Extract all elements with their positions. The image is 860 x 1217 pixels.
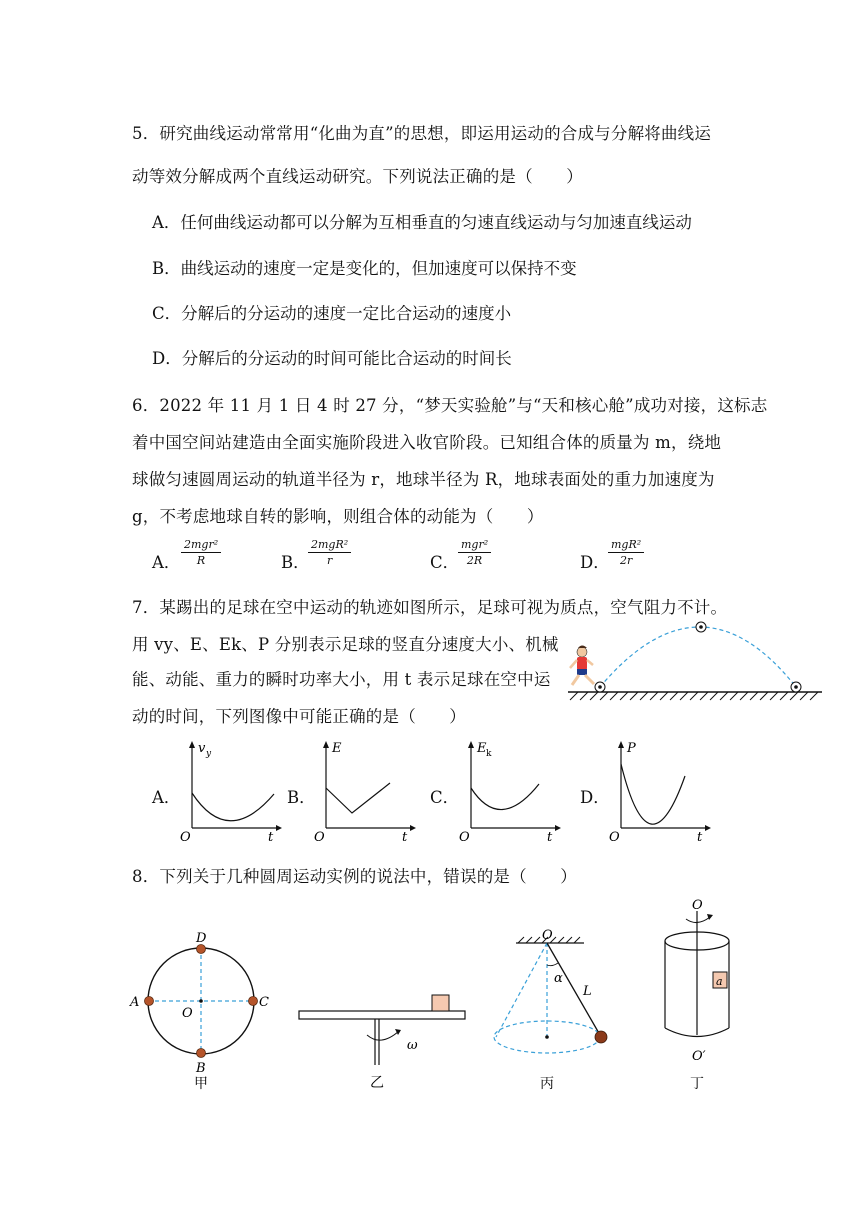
y-axis-label: E bbox=[332, 741, 342, 756]
q6-option-c-fraction bbox=[458, 538, 491, 567]
q6-stem-line2: 着中国空间站建造由全面实施阶段进入收官阶段。已知组合体的质量为 m，绕地 bbox=[132, 433, 722, 452]
x-axis-label: t bbox=[697, 830, 703, 843]
q6-option-a-denominator: R bbox=[196, 554, 206, 567]
x-axis-label: t bbox=[402, 830, 408, 843]
caption: 丙 bbox=[540, 1076, 554, 1092]
q6-option-d-numerator: mgR² bbox=[608, 538, 644, 553]
curve bbox=[471, 784, 539, 810]
q7-graph-a bbox=[176, 738, 286, 843]
label-a: A bbox=[130, 995, 140, 1010]
ground-hatching bbox=[570, 692, 818, 700]
q6-option-b-denominator: r bbox=[326, 554, 333, 567]
football-icon bbox=[595, 622, 801, 692]
length-label: L bbox=[583, 984, 592, 999]
origin-label: O bbox=[609, 830, 620, 843]
q6-option-d-fraction bbox=[608, 538, 644, 567]
label-o: O bbox=[182, 1006, 193, 1021]
curve bbox=[326, 783, 390, 813]
y-axis-label: E bbox=[477, 741, 487, 756]
q6-option-d-denominator: 2r bbox=[619, 554, 633, 567]
omega-label: ω bbox=[407, 1038, 418, 1053]
fig-bing-conical-pendulum bbox=[488, 925, 638, 1095]
q7-graph-d-label: D． bbox=[580, 788, 610, 807]
q7-graph-b bbox=[310, 738, 420, 843]
q6-option-c-denominator: 2R bbox=[466, 554, 483, 567]
x-axis-label: t bbox=[268, 830, 274, 843]
block bbox=[432, 995, 449, 1011]
q6-option-a-numerator: 2mgr² bbox=[181, 538, 221, 553]
label-c: C bbox=[259, 995, 269, 1010]
label-o: O bbox=[542, 928, 553, 943]
q8-stem-line1: 8．下列关于几种圆周运动实例的说法中，错误的是（ ） bbox=[132, 867, 577, 886]
q7-stem-line1: 7．某踢出的足球在空中运动的轨迹如图所示，足球可视为质点，空气阻力不计。 bbox=[132, 598, 728, 617]
q5-option-c: C．分解后的分运动的速度一定比合运动的速度小 bbox=[152, 304, 512, 323]
q6-stem-line1: 6．2022 年 11 月 1 日 4 时 27 分，“梦天实验舱”与“天和核心舱”成功对接，这标志 bbox=[132, 396, 768, 415]
q6-option-d-label: D． bbox=[580, 553, 610, 572]
pendulum-ball bbox=[595, 1031, 607, 1043]
q6-option-b-numerator: 2mgR² bbox=[308, 538, 351, 553]
origin-label: O bbox=[180, 830, 191, 843]
q5-option-d: D．分解后的分运动的时间可能比合运动的时间长 bbox=[152, 349, 512, 368]
q5-option-a: A．任何曲线运动都可以分解为互相垂直的匀速直线运动与匀加速直线运动 bbox=[152, 213, 692, 232]
q6-option-b-label: B． bbox=[281, 553, 310, 572]
q5-stem-line2: 动等效分解成两个直线运动研究。下列说法正确的是（ ） bbox=[132, 167, 583, 186]
fig-jia-vertical-circle bbox=[128, 925, 278, 1095]
origin-label: O bbox=[314, 830, 325, 843]
curve bbox=[192, 793, 274, 821]
q5-option-b: B．曲线运动的速度一定是变化的，但加速度可以保持不变 bbox=[152, 259, 577, 278]
q7-graph-c bbox=[455, 738, 565, 843]
origin-label: O bbox=[459, 830, 470, 843]
ball-a bbox=[145, 997, 154, 1006]
q6-stem-line3: 球做匀速圆周运动的轨道半径为 r，地球半径为 R，地球表面处的重力加速度为 bbox=[132, 470, 715, 489]
caption: 乙 bbox=[370, 1075, 384, 1091]
ball-c bbox=[249, 997, 258, 1006]
curve bbox=[621, 764, 685, 824]
q7-graph-c-label: C． bbox=[430, 788, 460, 807]
label-o-top: O bbox=[692, 898, 703, 913]
x-axis-label: t bbox=[547, 830, 553, 843]
y-axis-subscript: k bbox=[486, 749, 492, 759]
q6-stem-line4: g，不考虑地球自转的影响，则组合体的动能为（ ） bbox=[132, 507, 544, 526]
q6-option-c-label: C． bbox=[430, 553, 460, 572]
y-axis-label: v bbox=[198, 741, 206, 756]
block-a-label: a bbox=[716, 975, 723, 988]
caption: 丁 bbox=[690, 1076, 704, 1092]
q7-stem-line4: 动的时间，下列图像中可能正确的是（ ） bbox=[132, 707, 466, 726]
alpha-label: α bbox=[554, 971, 563, 986]
q6-option-a-label: A． bbox=[152, 553, 181, 572]
q7-stem-line3: 能、动能、重力的瞬时功率大小，用 t 表示足球在空中运 bbox=[132, 670, 551, 689]
fig-yi-turntable bbox=[295, 985, 470, 1095]
fig-ding-rotating-cylinder bbox=[652, 895, 752, 1095]
q7-graph-a-label: A． bbox=[152, 788, 181, 807]
q7-graph-d bbox=[605, 738, 715, 843]
q6-option-a-fraction bbox=[181, 538, 221, 567]
q7-graph-b-label: B． bbox=[287, 788, 316, 807]
label-b: B bbox=[196, 1061, 206, 1076]
q6-option-c-numerator: mgr² bbox=[458, 538, 491, 553]
player-icon bbox=[570, 646, 594, 686]
label-o-bottom: O′ bbox=[692, 1049, 706, 1064]
caption: 甲 bbox=[194, 1076, 208, 1092]
y-axis-label: P bbox=[627, 741, 636, 756]
ball-b bbox=[197, 1049, 206, 1058]
football-trajectory-figure bbox=[560, 612, 830, 707]
trajectory-path bbox=[600, 627, 796, 687]
q7-stem-line2: 用 vy、E、Ek、P 分别表示足球的竖直分速度大小、机械 bbox=[132, 635, 559, 654]
label-d: D bbox=[196, 931, 207, 946]
y-axis-subscript: y bbox=[206, 749, 212, 759]
q5-stem-line1: 5．研究曲线运动常常用“化曲为直”的思想，即运用运动的合成与分解将曲线运 bbox=[132, 124, 712, 143]
q6-option-b-fraction bbox=[308, 538, 351, 567]
